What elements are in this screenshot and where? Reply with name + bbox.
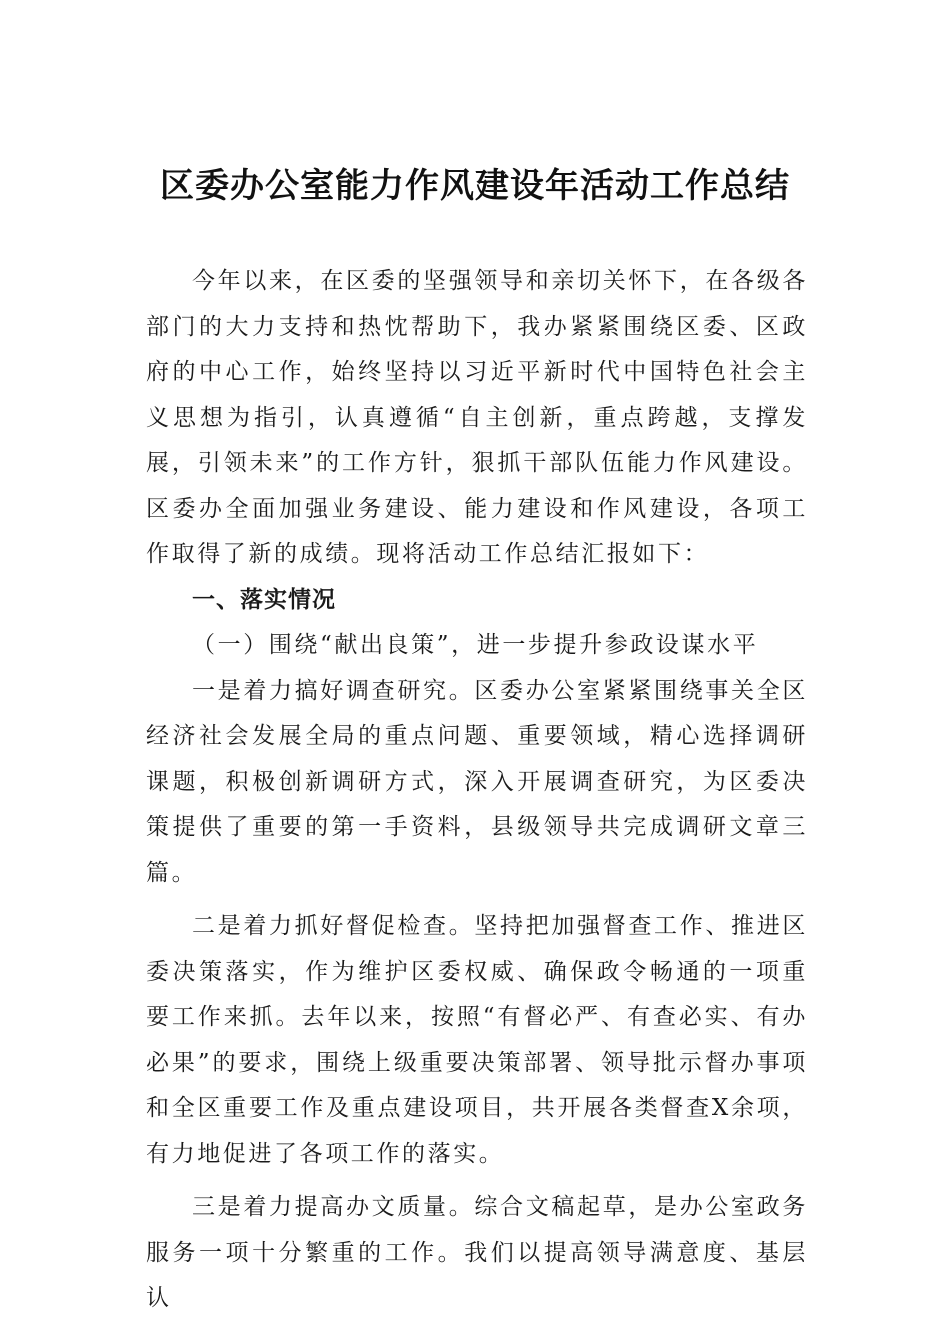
section-heading-implementation: 一、落实情况 (192, 586, 336, 613)
document-body (146, 259, 808, 1322)
document-title: 区委办公室能力作风建设年活动工作总结 (160, 166, 790, 206)
paragraph-intro: 今年以来，在区委的坚强领导和亲切关怀下，在各级各部门的大力支持和热忱帮助下，我办紧紧围绕区委、区政府的中心工作，始终坚持以习近平新时代中国特色社会主义思想为指引，认真遵循“自主创新，重点跨越，支撑发展，引领未来”的工作方针，狠抓干部队伍能力作风建设。区委办全面加强业务建设、能力建设和作风建设，各项工作取得了新的成绩。现将活动工作总结汇报如下： (146, 268, 808, 567)
paragraph-research: 一是着力搞好调查研究。区委办公室紧紧围绕事关全区经济社会发展全局的重点问题、重要领域，精心选择调研课题，积极创新调研方式，深入开展调查研究，为区委决策提供了重要的第一手资料，县级领导共完成调研文章三篇。 (146, 677, 808, 886)
subsection-heading-suggestions: （一）围绕“献出良策”，进一步提升参政设谋水平 (192, 632, 759, 658)
paragraph-document-quality: 三是着力提高办文质量。综合文稿起草，是办公室政务服务一项十分繁重的工作。我们以提高领导满意度、基层认 (146, 1194, 808, 1311)
paragraph-supervision: 二是着力抓好督促检查。坚持把加强督查工作、推进区委决策落实，作为维护区委权威、确保政令畅通的一项重要工作来抓。去年以来，按照“有督必严、有查必实、有办必果”的要求，围绕上级重要决策部署、领导批示督办事项和全区重要工作及重点建设项目，共开展各类督查X余项，有力地促进了各项工作的落实。 (146, 913, 808, 1167)
